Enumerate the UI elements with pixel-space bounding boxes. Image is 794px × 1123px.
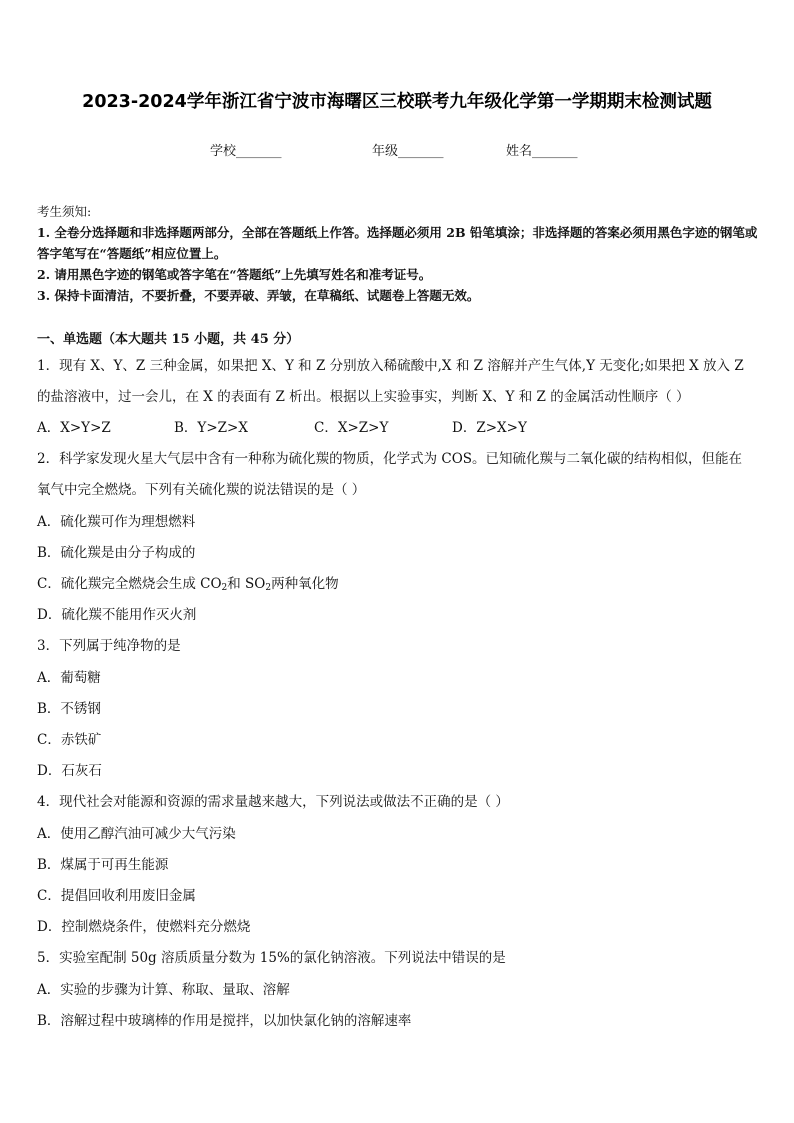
- q4-option-b: B．煤属于可再生能源: [37, 857, 169, 873]
- name-field: 姓名_______: [506, 144, 578, 159]
- notice-heading: 考生须知:: [37, 204, 92, 219]
- q3-stem: 3．下列属于纯净物的是: [37, 638, 181, 654]
- q4-option-c: C．提倡回收利用废旧金属: [37, 888, 196, 904]
- q5-stem: 5．实验室配制 50g 溶质质量分数为 15%的氯化钠溶液。下列说法中错误的是: [37, 950, 506, 966]
- q1-option-b: B．Y>Z>X: [174, 420, 248, 436]
- section-heading: 一、单选题（本大题共 15 小题，共 45 分）: [37, 332, 300, 347]
- q1-option-c: C．X>Z>Y: [314, 420, 389, 436]
- school-field: 学校_______: [210, 144, 282, 159]
- q3-option-a: A．葡萄糖: [37, 670, 101, 686]
- q1-option-a: A．X>Y>Z: [37, 420, 111, 436]
- q2-stem-line1: 2．科学家发现火星大气层中含有一种称为硫化羰的物质，化学式为 COS。已知硫化羰与二氧化碳的结构相似，但能在: [37, 451, 743, 467]
- q2-option-c: [37, 572, 759, 593]
- q3-option-c: C．赤铁矿: [37, 732, 102, 748]
- exam-title: 2023-2024学年浙江省宁波市海曙区三校联考九年级化学第一学期期末检测试题: [82, 92, 712, 112]
- q5-option-b: B．溶解过程中玻璃棒的作用是搅拌，以加快氯化钠的溶解速率: [37, 1013, 412, 1029]
- q1-option-d: D．Z>X>Y: [452, 420, 527, 436]
- q2-c-text-3: 两种氧化物: [271, 576, 339, 592]
- q2-c-sub-2: 2: [265, 583, 272, 593]
- notice-item-1: 1. 全卷分选择题和非选择题两部分，全部在答题纸上作答。选择题必须用 2B 铅笔填涂；非选择题的答案必须用黑色字迹的钢笔或答字笔写在“答题纸”相应位置上。: [37, 225, 758, 261]
- q3-option-b: B．不锈钢: [37, 701, 101, 717]
- q2-c-text-2: 和 SO: [227, 576, 266, 592]
- q5-option-a: A．实验的步骤为计算、称取、量取、溶解: [37, 982, 290, 998]
- notice-item-3: 3. 保持卡面清洁，不要折叠，不要弄破、弄皱，在草稿纸、试题卷上答题无效。: [37, 288, 480, 303]
- grade-field: 年级_______: [372, 144, 444, 159]
- student-info-row: [0, 140, 794, 160]
- q1-stem-line1: 1．现有 X、Y、Z 三种金属，如果把 X、Y 和 Z 分别放入稀硫酸中,X 和 Z 溶解并产生气体,Y 无变化;如果把 X 放入 Z: [37, 358, 744, 374]
- q2-c-sub-1: 2: [221, 583, 228, 593]
- q1-options: [37, 416, 759, 436]
- q4-option-d: D．控制燃烧条件，使燃料充分燃烧: [37, 919, 251, 935]
- q2-option-b: B．硫化羰是由分子构成的: [37, 545, 196, 561]
- q3-option-d: D．石灰石: [37, 763, 102, 779]
- q4-option-a: A．使用乙醇汽油可减少大气污染: [37, 826, 236, 842]
- q2-c-text-1: C．硫化羰完全燃烧会生成 CO: [37, 576, 222, 592]
- notice-item-2: 2. 请用黑色字迹的钢笔或答字笔在“答题纸”上先填写姓名和准考证号。: [37, 267, 432, 282]
- q2-stem-line2: 氧气中完全燃烧。下列有关硫化羰的说法错误的是（ ）: [37, 482, 366, 498]
- notice-block: [37, 201, 759, 306]
- q4-stem: 4．现代社会对能源和资源的需求量越来越大，下列说法或做法不正确的是（ ）: [37, 794, 509, 810]
- q1-stem-line2: 的盐溶液中，过一会儿，在 X 的表面有 Z 析出。根据以上实验事实，判断 X、Y 和 Z 的金属活动性顺序（ ）: [37, 389, 690, 405]
- q2-option-d: D．硫化羰不能用作灭火剂: [37, 607, 197, 623]
- q2-option-a: A．硫化羰可作为理想燃料: [37, 514, 196, 530]
